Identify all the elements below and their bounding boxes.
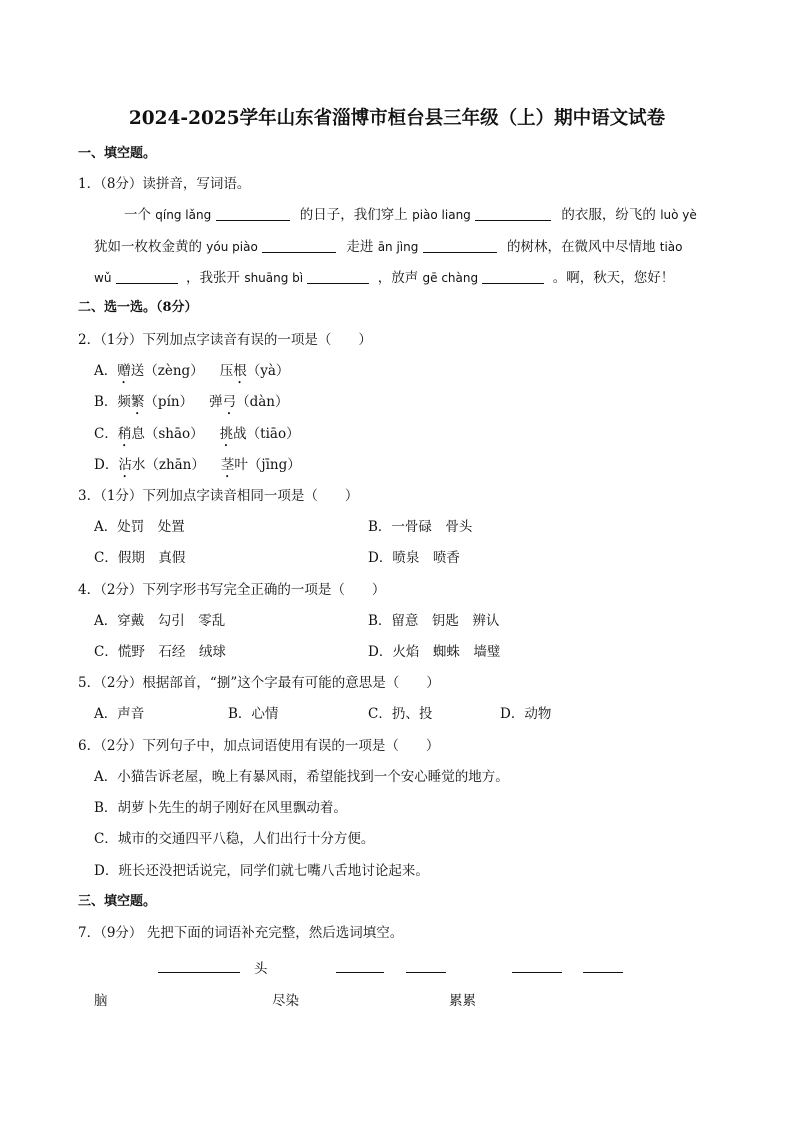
option-text: 火焰 蜘蛛 墙璧	[392, 644, 501, 660]
answer-blank[interactable]	[512, 958, 562, 973]
option-text: 小猫告诉老屋，晚上有暴风雨，希望能找到一个安心睡觉的地方。	[117, 769, 509, 785]
section-heading-2: 二、选一选。（8分）	[78, 300, 198, 315]
pinyin-prompt: ān jìng	[377, 240, 419, 254]
option-label: C．	[368, 706, 392, 722]
option-text: 喷泉 喷香	[392, 550, 460, 566]
q5-option-a[interactable]	[94, 705, 144, 723]
answer-blank[interactable]	[423, 238, 497, 253]
option-text: 胡萝卜先生的胡子刚好在风里飘动着。	[117, 800, 347, 816]
q2-option-b[interactable]	[94, 393, 288, 418]
option-label: A．	[94, 706, 118, 722]
option-label: B．	[368, 519, 392, 535]
option-text: 扔、投	[391, 706, 433, 722]
dotted-char: 挑	[219, 426, 234, 442]
question-1-line-2	[94, 238, 683, 256]
option-label: D．	[94, 863, 119, 879]
option-text: 战（tiāo）	[233, 426, 300, 442]
answer-blank[interactable]	[475, 206, 551, 221]
question-3-stem: 3．（1分）下列加点字读音相同一项是（ ）	[78, 488, 359, 504]
pinyin-prompt: shuāng bì	[244, 271, 304, 285]
idiom-word: 脑	[94, 993, 108, 1009]
option-label: A．	[94, 613, 118, 629]
q2-option-c[interactable]	[94, 425, 300, 450]
q2-option-d[interactable]	[94, 456, 301, 481]
dotted-char: 赠	[117, 363, 131, 379]
section-heading-3: 三、填空题。	[78, 894, 157, 909]
q6-option-d[interactable]	[94, 862, 429, 880]
answer-blank[interactable]	[307, 269, 369, 284]
dotted-char: 弓	[222, 394, 237, 410]
q1-text: 的日子，我们穿上	[299, 207, 408, 223]
option-text: 叶（jīng）	[234, 457, 301, 473]
q5-option-d[interactable]	[500, 705, 551, 723]
option-text: （pín）	[144, 394, 194, 410]
q3-option-a[interactable]	[94, 518, 185, 536]
q1-text: 一个	[124, 207, 151, 223]
option-text: 假期 真假	[117, 550, 186, 566]
question-5-stem: 5．（2分）根据部首，“捌”这个字最有可能的意思是（ ）	[78, 675, 440, 691]
answer-blank[interactable]	[158, 958, 240, 973]
q3-option-d[interactable]	[368, 549, 460, 567]
option-text: 慌野 石经 绒球	[117, 644, 226, 660]
q4-option-a[interactable]	[94, 612, 225, 630]
option-label: A．	[94, 519, 118, 535]
option-label: C．	[94, 426, 118, 442]
q3-option-c[interactable]	[94, 549, 185, 567]
q1-text: 。啊，秋天，您好！	[552, 270, 675, 286]
q6-option-c[interactable]	[94, 830, 374, 848]
idiom-word: 尽染	[272, 993, 299, 1009]
option-label: D．	[368, 550, 393, 566]
answer-blank[interactable]	[262, 238, 336, 253]
pinyin-prompt: piào liang	[412, 208, 471, 222]
answer-blank[interactable]	[482, 269, 544, 284]
option-text: 压	[219, 363, 234, 379]
dotted-char: 茎	[220, 457, 235, 473]
pinyin-prompt: luò yè	[660, 208, 697, 222]
pinyin-prompt: tiào	[659, 240, 683, 254]
q5-option-b[interactable]	[228, 705, 278, 723]
pinyin-prompt: gē chàng	[422, 271, 479, 285]
option-label: D．	[94, 457, 119, 473]
pinyin-prompt: wǔ	[94, 271, 112, 285]
page-title: 2024-2025学年山东省淄博市桓台县三年级（上）期中语文试卷	[128, 108, 666, 129]
q4-option-c[interactable]	[94, 643, 226, 661]
option-text: 声音	[117, 706, 145, 722]
option-text: 弹	[209, 394, 223, 410]
option-label: D．	[500, 706, 525, 722]
option-text: 穿戴 勾引 零乱	[117, 613, 226, 629]
answer-blank[interactable]	[116, 269, 178, 284]
option-text: 频	[117, 394, 131, 410]
section-heading-1: 一、填空题。	[78, 146, 157, 161]
dotted-char: 根	[233, 363, 247, 379]
option-text: 水（zhān）	[131, 457, 205, 473]
answer-blank[interactable]	[336, 958, 384, 973]
option-label: B．	[94, 800, 118, 816]
q1-text: 走进	[346, 239, 374, 255]
option-text: （yà）	[246, 363, 290, 379]
idiom-word: 累累	[449, 993, 476, 1009]
option-text: 一骨碌 骨头	[391, 519, 473, 535]
option-label: B．	[94, 394, 118, 410]
question-7-stem: 7．（9分） 先把下面的词语补充完整，然后选词填空。	[78, 925, 404, 941]
option-label: B．	[368, 613, 392, 629]
option-text: 班长还没把话说完，同学们就七嘴八舌地讨论起来。	[118, 863, 429, 879]
idiom-word: 头	[254, 961, 268, 977]
q4-option-b[interactable]	[368, 612, 499, 630]
option-text: 息（shāo）	[131, 426, 204, 442]
q6-option-a[interactable]	[94, 768, 509, 786]
q3-option-b[interactable]	[368, 518, 472, 536]
option-text: 动物	[524, 706, 552, 722]
answer-blank[interactable]	[583, 958, 623, 973]
q2-option-a[interactable]	[94, 362, 289, 387]
question-1-line-3	[94, 269, 674, 287]
q4-option-d[interactable]	[368, 643, 500, 661]
question-2-stem: 2．（1分）下列加点字读音有误的一项是（ ）	[78, 332, 372, 348]
q1-text: ，我张开	[186, 270, 241, 286]
q5-option-c[interactable]	[368, 705, 432, 723]
option-label: A．	[94, 769, 118, 785]
dotted-char: 沾	[118, 457, 132, 473]
option-text: 城市的交通四平八稳，人们出行十分方便。	[117, 831, 375, 847]
option-text: 心情	[251, 706, 279, 722]
option-label: C．	[94, 550, 118, 566]
question-1-line-1	[124, 206, 697, 224]
answer-blank[interactable]	[216, 206, 290, 221]
option-label: C．	[94, 644, 118, 660]
q1-text: 的树林，在微风中尽情地	[506, 239, 656, 255]
option-label: A．	[94, 363, 118, 379]
option-text: 处罚 处置	[117, 519, 185, 535]
q1-text: 犹如一枚枚金黄的	[94, 239, 202, 255]
option-text: 送（zèng）	[130, 363, 204, 379]
pinyin-prompt: qíng lǎng	[155, 208, 212, 222]
q1-text: 的衣服，纷飞的	[561, 207, 656, 223]
q6-option-b[interactable]	[94, 799, 347, 817]
question-6-stem: 6．（2分）下列句子中，加点词语使用有误的一项是（ ）	[78, 738, 440, 754]
pinyin-prompt: yóu piào	[206, 240, 258, 254]
option-text: 留意 钥匙 辨认	[391, 613, 500, 629]
option-label: B．	[228, 706, 252, 722]
q1-text: ，放声	[377, 270, 419, 286]
dotted-char: 繁	[130, 394, 145, 410]
option-label: D．	[368, 644, 393, 660]
option-text: （dàn）	[236, 394, 289, 410]
answer-blank[interactable]	[406, 958, 446, 973]
question-1-stem: 1．（8分）读拼音，写词语。	[78, 176, 251, 192]
question-4-stem: 4．（2分）下列字形书写完全正确的一项是（ ）	[78, 582, 386, 598]
dotted-char: 稍	[117, 426, 132, 442]
option-label: C．	[94, 831, 118, 847]
